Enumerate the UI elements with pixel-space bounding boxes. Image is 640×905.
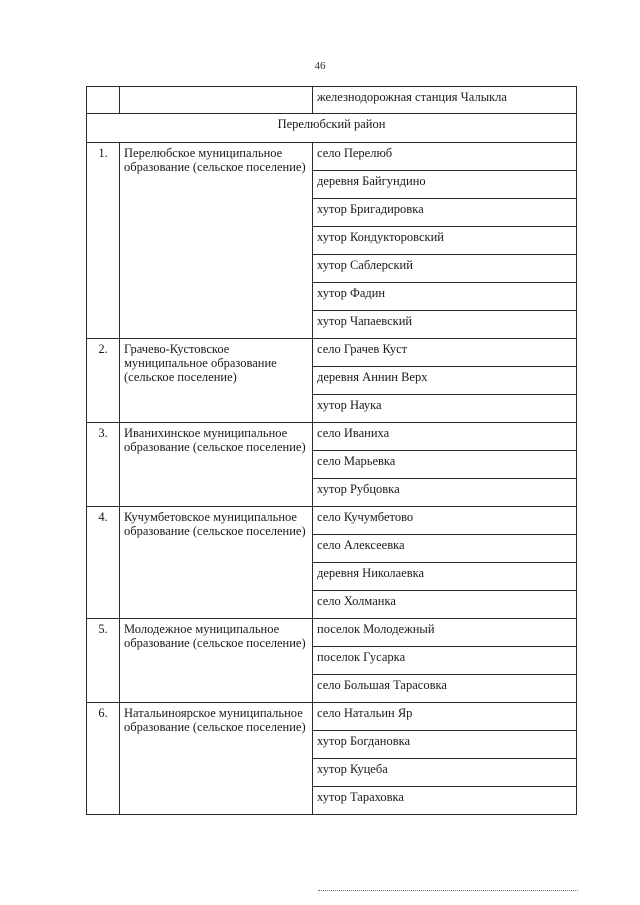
entry-number: 5. — [87, 619, 120, 703]
district-heading: Перелюбский район — [87, 114, 577, 143]
settlement-name: село Холманка — [313, 591, 577, 619]
table-row — [87, 339, 577, 367]
municipality-cell — [120, 87, 313, 114]
settlement-name: село Большая Тарасовка — [313, 675, 577, 703]
settlement-name: хутор Чапаевский — [313, 311, 577, 339]
table-row — [87, 423, 577, 451]
settlement-name: хутор Кондукторовский — [313, 227, 577, 255]
settlement-name: село Грачев Куст — [313, 339, 577, 367]
district-row — [87, 114, 577, 143]
municipality-name: Грачево-Кустовское муниципальное образование (сельское поселение) — [120, 339, 313, 423]
settlement-name: село Марьевка — [313, 451, 577, 479]
page-number: 46 — [314, 60, 326, 72]
settlement-name: село Иваниха — [313, 423, 577, 451]
settlement-name: хутор Саблерский — [313, 255, 577, 283]
settlement-name: хутор Тараховка — [313, 787, 577, 815]
settlement-name: хутор Наука — [313, 395, 577, 423]
settlement-name: село Натальин Яр — [313, 703, 577, 731]
settlement-name: хутор Богдановка — [313, 731, 577, 759]
entry-number: 3. — [87, 423, 120, 507]
settlement-name: село Алексеевка — [313, 535, 577, 563]
settlement-cell: железнодорожная станция Чалыкла — [313, 87, 577, 114]
settlement-name: хутор Бригадировка — [313, 199, 577, 227]
entry-number: 4. — [87, 507, 120, 619]
entry-number: 1. — [87, 143, 120, 339]
settlement-name: село Кучумбетово — [313, 507, 577, 535]
settlement-name: хутор Рубцовка — [313, 479, 577, 507]
settlements-table — [86, 86, 577, 815]
bottom-rule — [318, 890, 578, 891]
table-row — [87, 507, 577, 535]
table-row — [87, 619, 577, 647]
municipality-name: Кучумбетовское муниципальное образование (сельское поселение) — [120, 507, 313, 619]
entry-number: 6. — [87, 703, 120, 815]
settlement-name: хутор Куцеба — [313, 759, 577, 787]
settlement-name: деревня Николаевка — [313, 563, 577, 591]
settlement-name: хутор Фадин — [313, 283, 577, 311]
table-row — [87, 143, 577, 171]
settlement-name: поселок Гусарка — [313, 647, 577, 675]
municipality-name: Перелюбское муниципальное образование (сельское поселение) — [120, 143, 313, 339]
table-body — [87, 87, 577, 815]
settlement-name: деревня Аннин Верх — [313, 367, 577, 395]
municipality-name: Иванихинское муниципальное образование (сельское поселение) — [120, 423, 313, 507]
settlement-name: деревня Байгундино — [313, 171, 577, 199]
settlement-name: поселок Молодежный — [313, 619, 577, 647]
municipality-name: Молодежное муниципальное образование (сельское поселение) — [120, 619, 313, 703]
table-row-continuation — [87, 87, 577, 114]
table-row — [87, 703, 577, 731]
settlement-name: село Перелюб — [313, 143, 577, 171]
municipality-name: Натальиноярское муниципальное образование (сельское поселение) — [120, 703, 313, 815]
entry-number: 2. — [87, 339, 120, 423]
number-cell — [87, 87, 120, 114]
